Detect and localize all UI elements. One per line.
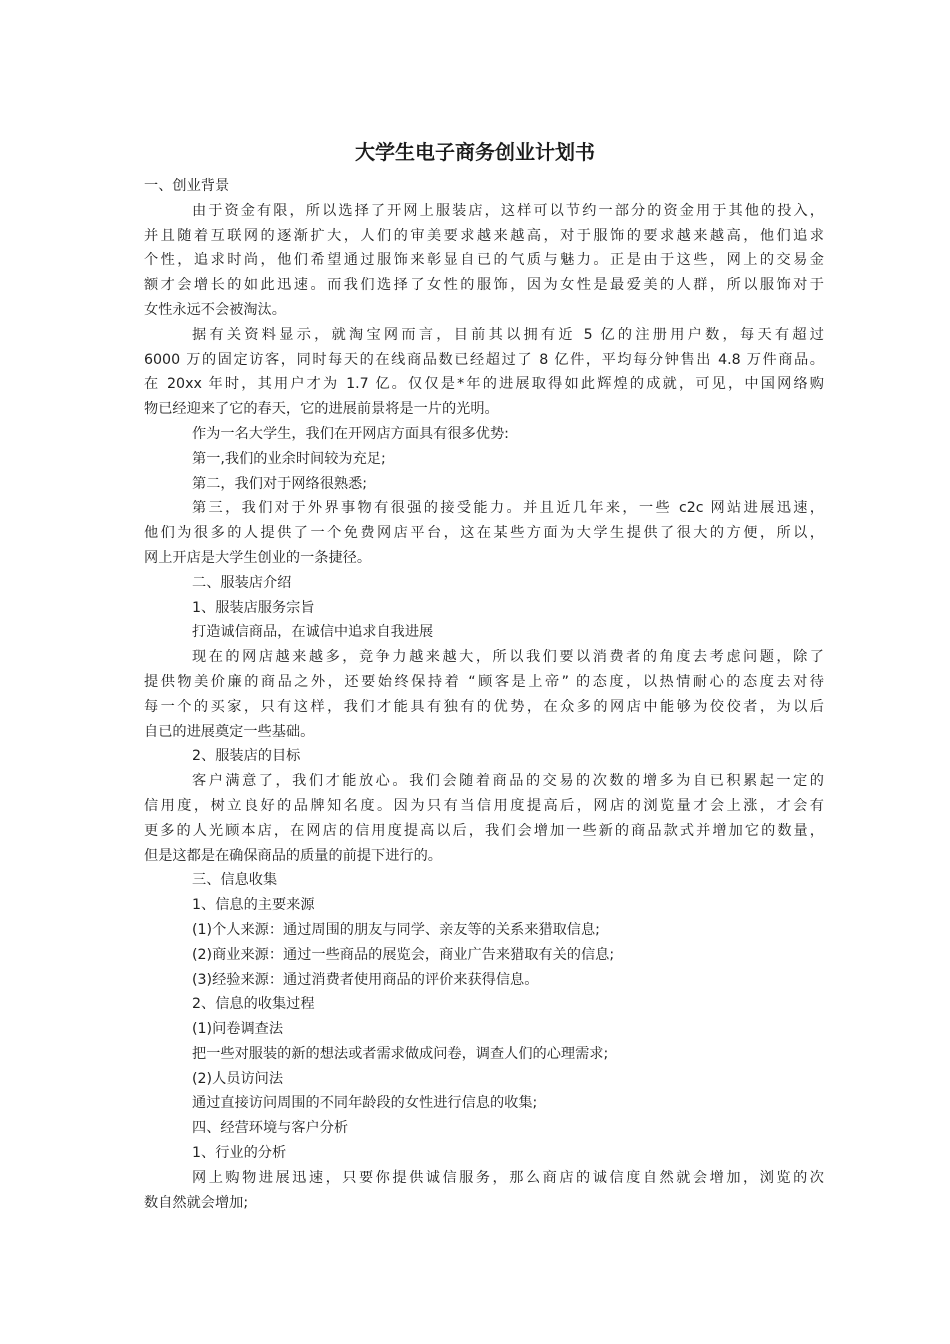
document-body — [144, 174, 824, 1215]
body-line: 自已的进展奠定一些基础。 — [144, 723, 315, 740]
body-line: 但是这都是在确保商品的质量的前提下进行的。 — [144, 847, 442, 864]
body-line: 物已经迎来了它的春天，它的进展前景将是一片的光明。 — [144, 401, 499, 418]
body-line: 1、信息的主要来源 — [192, 897, 315, 914]
body-line: 由于资金有限，所以选择了开网上服装店，这样可以节约一部分的资金用于其他的投入， — [192, 202, 824, 219]
body-line: 2、信息的收集过程 — [192, 996, 315, 1013]
body-line: 1、行业的分析 — [192, 1145, 287, 1162]
body-line: 女性永远不会被淘汰。 — [144, 301, 286, 318]
body-line: 每一个的买家，只有这样，我们才能具有独有的优势，在众多的网店中能够为佼佼者，为以后 — [144, 698, 824, 715]
body-line: 提供物美价廉的商品之外，还要始终保持着 “顾客是上帝” 的态度，以热情耐心的态度去对待 — [144, 673, 824, 690]
body-line: (2)商业来源：通过一些商品的展览会，商业广告来猎取有关的信息; — [192, 946, 615, 963]
body-line: 四、经营环境与客户分析 — [192, 1120, 349, 1137]
body-line: 2、服装店的目标 — [192, 748, 301, 765]
body-line: 第三，我们对于外界事物有很强的接受能力。并且近几年来，一些 c2c 网站进展迅速， — [192, 500, 824, 517]
body-line: 更多的人光顾本店，在网店的信用度提高以后，我们会增加一些新的商品款式并增加它的数量， — [144, 822, 824, 839]
body-line: 二、服装店介绍 — [192, 574, 292, 591]
body-line: 现在的网店越来越多，竞争力越来越大，所以我们要以消费者的角度去考虑问题，除了 — [192, 649, 824, 666]
body-line: 第二，我们对于网络很熟悉; — [192, 475, 368, 492]
body-line: 网上购物进展迅速，只要你提供诚信服务，那么商店的诚信度自然就会增加，浏览的次 — [192, 1169, 824, 1186]
body-line: 他们为很多的人提供了一个免费网店平台，这在某些方面为大学生提供了很大的方便，所以， — [144, 525, 824, 542]
body-line: (3)经验来源：通过消费者使用商品的评价来获得信息。 — [192, 971, 539, 988]
body-line: 客户满意了，我们才能放心。我们会随着商品的交易的次数的增多为自已积累起一定的 — [192, 773, 824, 790]
body-line: 据有关资料显示，就淘宝网而言，目前其以拥有近 5 亿的注册用户数，每天有超过 — [192, 326, 824, 343]
body-line: (1)问卷调查法 — [192, 1021, 284, 1038]
body-line: 第一,我们的业余时间较为充足; — [192, 450, 386, 467]
document-title: 大学生电子商务创业计划书 — [355, 140, 595, 164]
body-line: 作为一名大学生，我们在开网店方面具有很多优势: — [192, 425, 509, 442]
body-line: 1、服装店服务宗旨 — [192, 599, 315, 616]
body-line: 6000 万的固定访客，同时每天的在线商品数已经超过了 8 亿件，平均每分钟售出 4.8 万件商品。 — [144, 351, 824, 368]
body-line: (2)人员访问法 — [192, 1070, 284, 1087]
body-line: (1)个人来源：通过周围的朋友与同学、亲友等的关系来猎取信息; — [192, 921, 600, 938]
body-line: 在 20xx 年时，其用户才为 1.7 亿。仅仅是*年的进展取得如此辉煌的成就，可见，中国网络购 — [144, 376, 824, 393]
body-line: 并且随着互联网的逐渐扩大，人们的审美要求越来越高，对于服饰的要求越来越高，他们追求 — [144, 227, 824, 244]
body-line: 一、创业背景 — [144, 178, 230, 194]
body-line: 额才会增长的如此迅速。而我们选择了女性的服饰，因为女性是最爱美的人群，所以服饰对于 — [144, 277, 824, 294]
body-line: 把一些对服装的新的想法或者需求做成问卷，调查人们的心理需求; — [192, 1045, 609, 1062]
body-line: 通过直接访问周围的不同年龄段的女性进行信息的收集; — [192, 1095, 538, 1112]
body-line: 打造诚信商品，在诚信中追求自我进展 — [192, 624, 434, 641]
body-line: 网上开店是大学生创业的一条捷径。 — [144, 549, 372, 566]
body-line: 个性，追求时尚，他们希望通过服饰来彰显自已的气质与魅力。正是由于这些，网上的交易金 — [144, 252, 824, 269]
body-line: 数自然就会增加; — [144, 1194, 249, 1211]
body-line: 信用度，树立良好的品牌知名度。因为只有当信用度提高后，网店的浏览量才会上涨，才会有 — [144, 797, 824, 814]
body-line: 三、信息收集 — [192, 872, 278, 889]
